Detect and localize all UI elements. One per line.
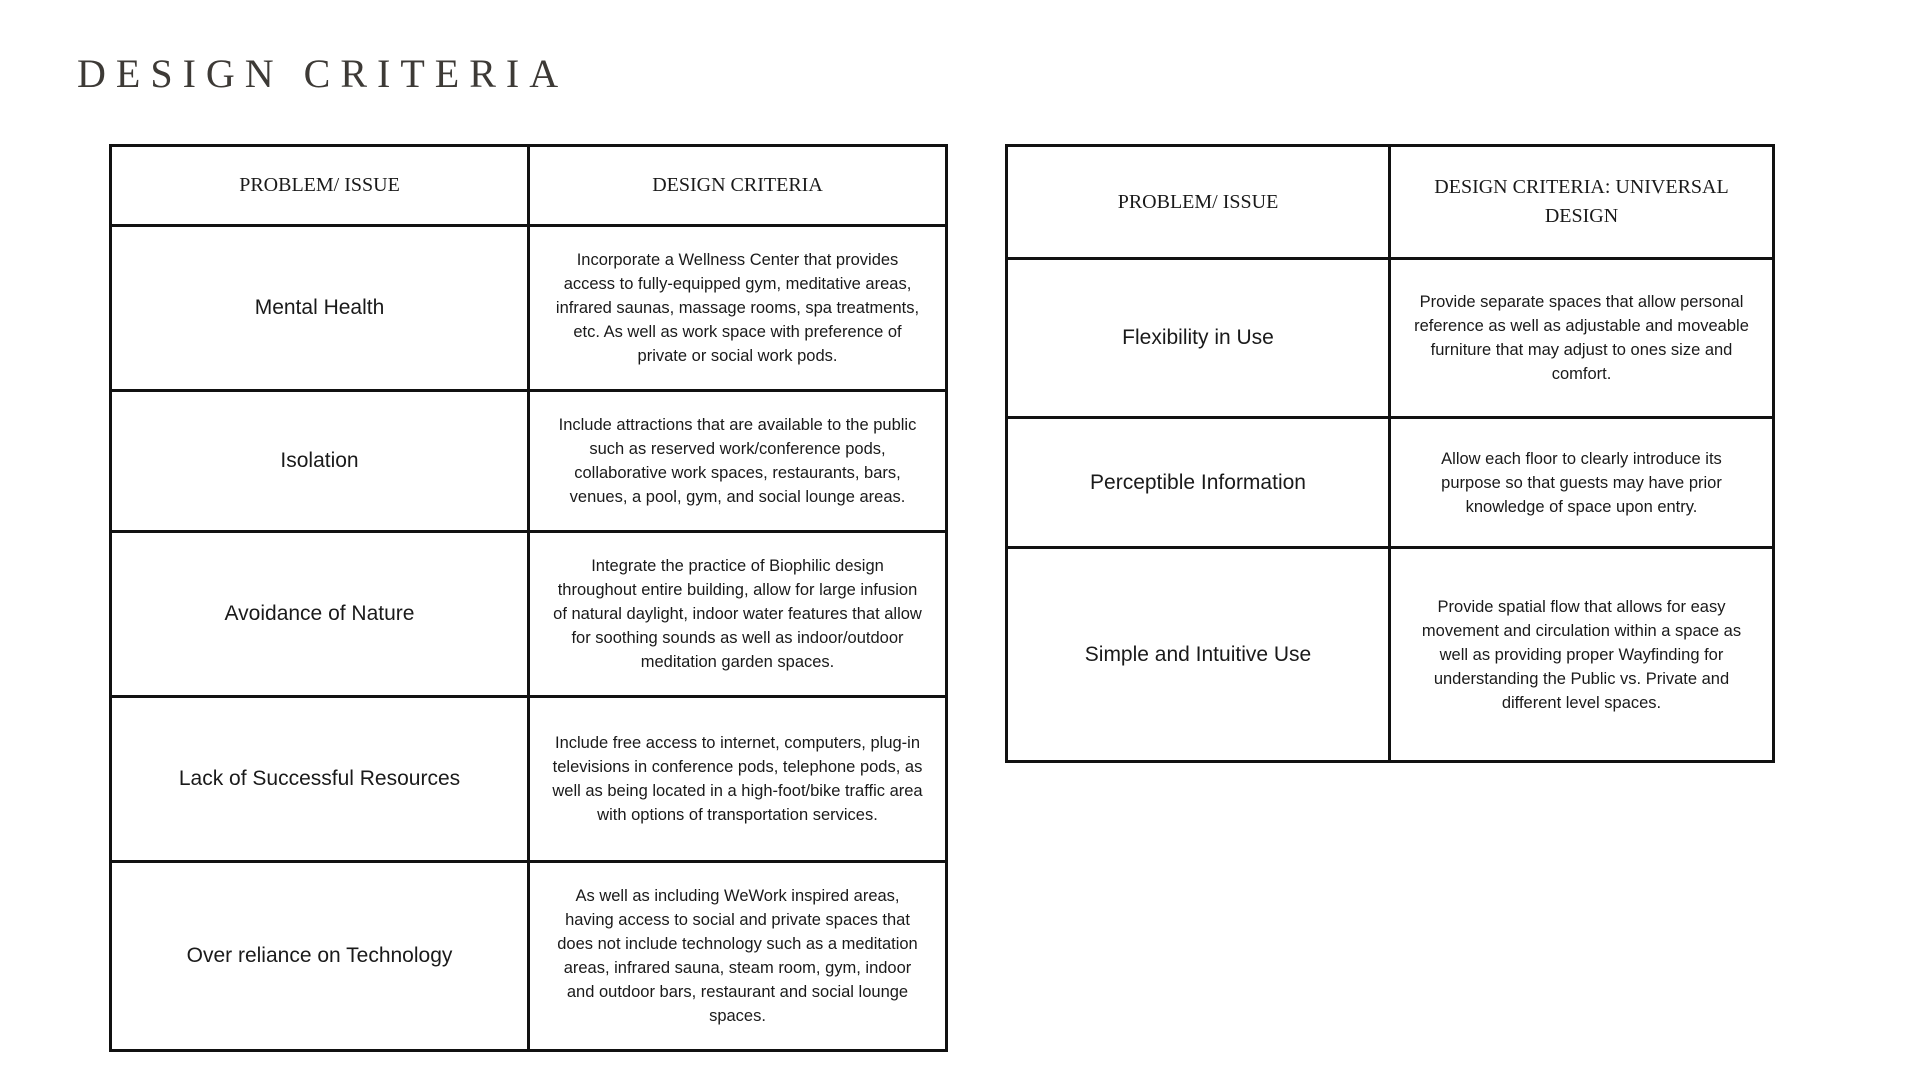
issue-cell: Perceptible Information — [1007, 418, 1390, 548]
criteria-cell: Allow each floor to clearly introduce its purpose so that guests may have prior knowledge of space upon entry. — [1390, 418, 1774, 548]
header-problem-issue: PROBLEM/ ISSUE — [111, 146, 529, 226]
header-universal-design-criteria: DESIGN CRITERIA: UNIVERSAL DESIGN — [1390, 146, 1774, 259]
table-row — [1007, 259, 1774, 418]
issue-cell: Isolation — [111, 391, 529, 532]
table-row — [111, 226, 947, 391]
table-header-row — [111, 146, 947, 226]
issue-cell: Mental Health — [111, 226, 529, 391]
criteria-cell: Provide spatial flow that allows for easy movement and circulation within a space as well as providing proper Wayfinding for understanding the Public vs. Private and different level spaces. — [1390, 548, 1774, 762]
table-row — [1007, 418, 1774, 548]
issue-cell: Avoidance of Nature — [111, 532, 529, 697]
table-row — [111, 532, 947, 697]
criteria-cell: Include attractions that are available to the public such as reserved work/conference pods, collaborative work spaces, restaurants, bars, venues, a pool, gym, and social lounge areas. — [529, 391, 947, 532]
table-row — [1007, 548, 1774, 762]
criteria-cell: Provide separate spaces that allow personal reference as well as adjustable and moveable furniture that may adjust to ones size and comfort. — [1390, 259, 1774, 418]
table-header-row — [1007, 146, 1774, 259]
issue-cell: Lack of Successful Resources — [111, 697, 529, 862]
issue-cell: Flexibility in Use — [1007, 259, 1390, 418]
table-row — [111, 862, 947, 1051]
table-row — [111, 697, 947, 862]
design-criteria-table — [109, 144, 948, 1052]
criteria-cell: Incorporate a Wellness Center that provides access to fully-equipped gym, meditative areas, infrared saunas, massage rooms, spa treatments, etc. As well as work space with preference of private or social work pods. — [529, 226, 947, 391]
issue-cell: Simple and Intuitive Use — [1007, 548, 1390, 762]
issue-cell: Over reliance on Technology — [111, 862, 529, 1051]
header-problem-issue: PROBLEM/ ISSUE — [1007, 146, 1390, 259]
criteria-cell: As well as including WeWork inspired areas, having access to social and private spaces that does not include technology such as a meditation areas, infrared sauna, steam room, gym, indoor and outdoor bars, restaurant and social lounge spaces. — [529, 862, 947, 1051]
criteria-cell: Include free access to internet, computers, plug-in televisions in conference pods, telephone pods, as well as being located in a high-foot/bike traffic area with options of transportation services. — [529, 697, 947, 862]
table-row — [111, 391, 947, 532]
universal-design-criteria-table — [1005, 144, 1775, 763]
page-title: DESIGN CRITERIA — [77, 51, 569, 96]
criteria-cell: Integrate the practice of Biophilic design throughout entire building, allow for large infusion of natural daylight, indoor water features that allow for soothing sounds as well as indoor/outdoor meditation garden spaces. — [529, 532, 947, 697]
header-design-criteria: DESIGN CRITERIA — [529, 146, 947, 226]
